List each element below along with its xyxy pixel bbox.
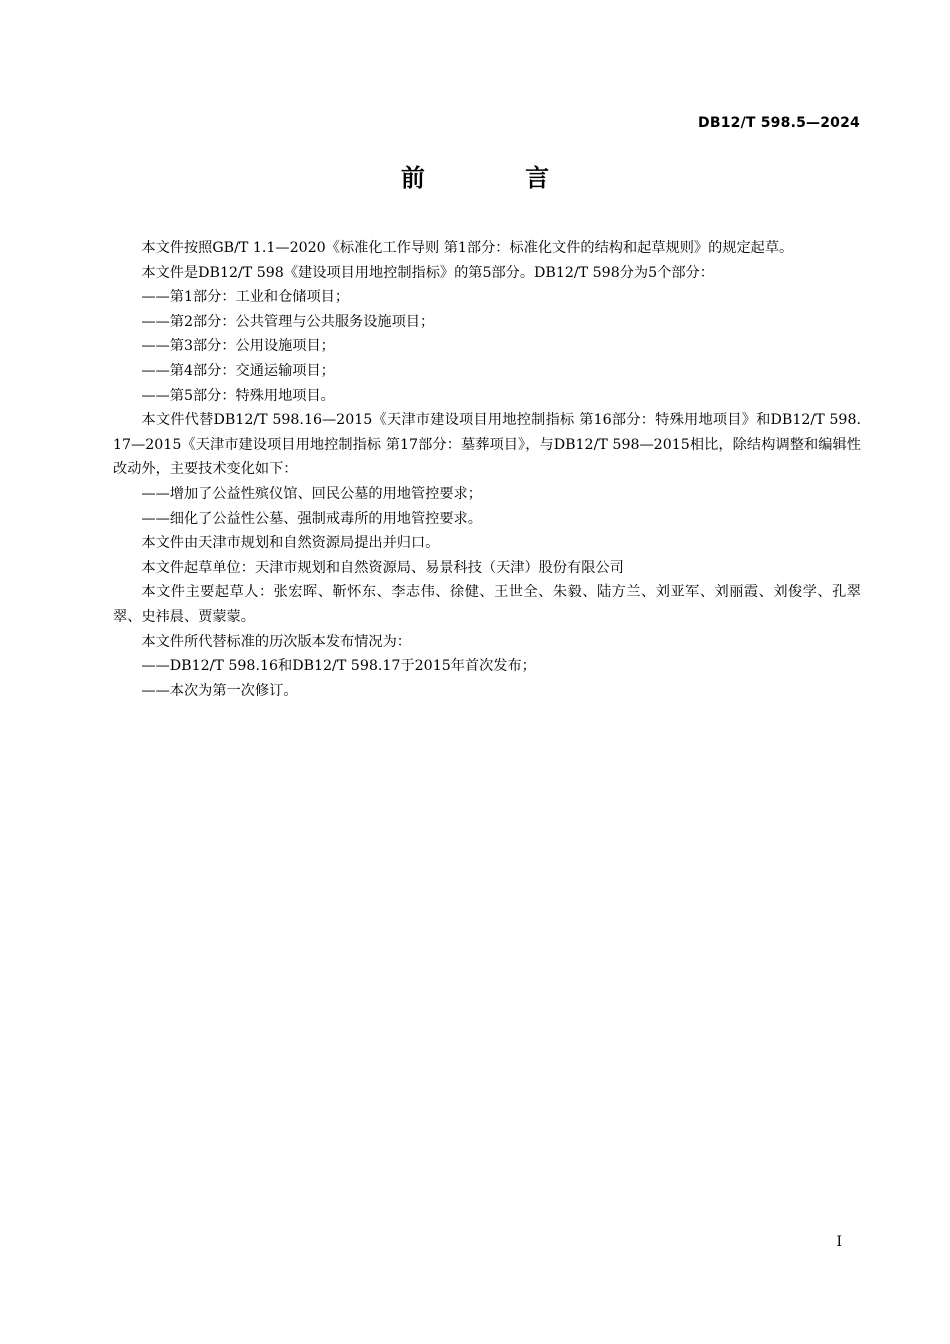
paragraph: 本文件所代替标准的历次版本发布情况为： <box>141 633 411 650</box>
list-item: ——第2部分：公共管理与公共服务设施项目； <box>141 313 435 330</box>
paragraph: 本文件代替DB12/T 598.16—2015《天津市建设项目用地控制指标 第16部分：特殊用地项目》和DB12/T 598.17—2015《天津市建设项目用地控制指标 第17部分：墓葬项目》，与DB12/T 598—2015相比，除结构调整和编辑性改动外，主要技术变化如下： <box>113 412 861 478</box>
list-item: ——DB12/T 598.16和DB12/T 598.17于2015年首次发布； <box>141 658 536 675</box>
paragraph: 本文件按照GB/T 1.1—2020《标准化工作导则 第1部分：标准化文件的结构和起草规则》的规定起草。 <box>141 240 794 256</box>
paragraph: 本文件是DB12/T 598《建设项目用地控制指标》的第5部分。DB12/T 598分为5个部分： <box>141 264 714 281</box>
list-item: ——增加了公益性殡仪馆、回民公墓的用地管控要求； <box>141 485 482 502</box>
page-number: I <box>836 1234 842 1250</box>
paragraph: 本文件主要起草人：张宏晖、靳怀东、李志伟、徐健、王世全、朱毅、陆方兰、刘亚军、刘丽霞、刘俊学、孔翠翠、史祎晨、贾蒙蒙。 <box>113 584 861 625</box>
list-item: ——第5部分：特殊用地项目。 <box>141 387 335 404</box>
document-body <box>113 236 861 703</box>
paragraph: 本文件由天津市规划和自然资源局提出并归口。 <box>141 535 440 552</box>
list-item: ——第4部分：交通运输项目； <box>141 362 335 379</box>
list-item: ——本次为第一次修订。 <box>141 682 298 699</box>
page-title: 前 言 <box>400 164 596 192</box>
list-item: ——细化了公益性公墓、强制戒毒所的用地管控要求。 <box>141 510 482 527</box>
paragraph: 本文件起草单位：天津市规划和自然资源局、易景科技（天津）股份有限公司 <box>141 559 624 576</box>
standard-code: DB12/T 598.5—2024 <box>698 115 860 131</box>
list-item: ——第1部分：工业和仓储项目； <box>141 289 350 306</box>
list-item: ——第3部分：公用设施项目； <box>141 338 335 355</box>
